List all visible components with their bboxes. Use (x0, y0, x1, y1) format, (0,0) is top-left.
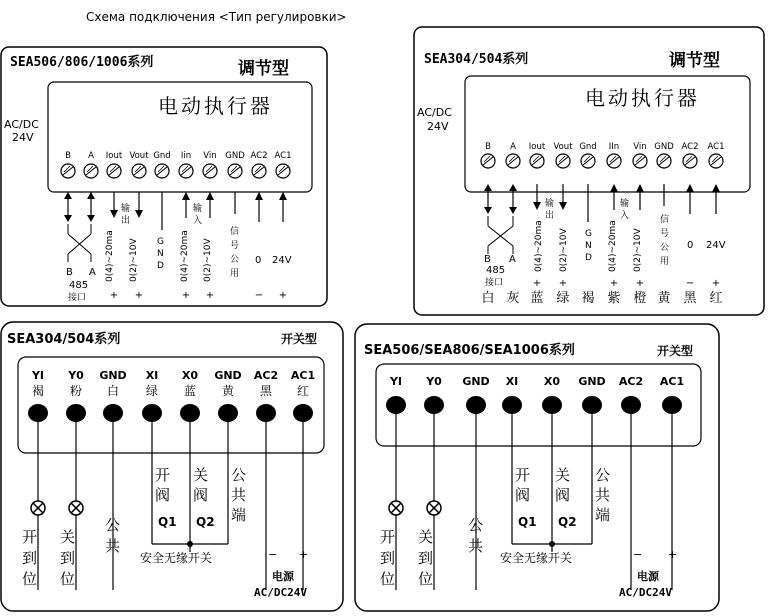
wiring (484, 184, 720, 254)
terminal-dot (28, 404, 48, 422)
terminal-dot (466, 396, 486, 414)
arrow-up-icon (712, 184, 720, 192)
page-caption: Схема подключения <Тип регулировки> (86, 10, 347, 24)
wiring (22, 422, 308, 599)
panel-type-title: 调节型 (669, 51, 720, 71)
power-spec-label: AC/DC24V (254, 586, 307, 599)
terminal-label: X0 (543, 375, 561, 388)
polarity-mark: + (134, 290, 144, 301)
terminal-label: AC1 (707, 142, 725, 152)
common-terminal-label: 共 (595, 486, 611, 504)
isolation-label: 安全无缘开关 (500, 551, 573, 565)
terminal-label: XI (505, 375, 519, 388)
terminal-label: GND (225, 151, 245, 161)
terminal-dot (180, 404, 200, 422)
terminal-label: Vin (203, 151, 217, 161)
panel-type-title: 开关型 (281, 332, 318, 346)
actuator-title: 电动执行器 (585, 86, 700, 110)
minus-label: − (633, 548, 643, 561)
polarity-mark: + (711, 278, 721, 289)
note-v-out: 0(2)~10V (129, 238, 139, 282)
plus-label: + (668, 548, 678, 561)
wire-color-label: 白 (106, 384, 120, 398)
position-label: 关 (418, 528, 434, 546)
terminal-label: GND (462, 375, 490, 388)
open-valve-label: 开 (155, 466, 171, 484)
wiring (380, 414, 677, 599)
terminal-dot (66, 404, 86, 422)
terminal-label: YI (31, 369, 45, 382)
terminal-dot (542, 396, 562, 414)
terminal-dot (142, 404, 162, 422)
close-valve-label: 关 (193, 466, 209, 484)
note-485: 485 (69, 280, 89, 291)
arrow-up-icon (206, 192, 214, 200)
position-label: 位 (22, 570, 38, 588)
common-label: 共 (468, 537, 484, 555)
polarity-mark: + (532, 278, 542, 289)
terminal-label: Y0 (68, 369, 84, 382)
supply-label-1: AC/DC (417, 106, 452, 119)
terminal-label: GND (99, 369, 127, 382)
panel-series-title: SEA506/SEA806/SEA1006系列 (364, 343, 575, 358)
common-terminal-label: 共 (231, 486, 247, 504)
terminal-dot (103, 404, 123, 422)
note-port: 接口 (485, 278, 504, 288)
note-gnd-2: N (585, 241, 592, 251)
position-label: 到 (22, 549, 38, 567)
supply-label-1: AC/DC (4, 118, 39, 131)
arrow-down-icon (559, 202, 567, 210)
note-zero: 0 (687, 240, 694, 251)
note-ma-in: 0(4)~20ma (608, 220, 618, 272)
power-label: 电源 (272, 570, 294, 583)
wire-color-label: 粉 (69, 384, 83, 398)
terminal-label: Iout (528, 142, 546, 152)
wire-color-label: 橙 (633, 291, 647, 306)
note-sig-4: 用 (660, 257, 670, 267)
wire-color-label: 褐 (31, 384, 45, 398)
wire-color-label: 绿 (145, 384, 159, 398)
isolation-label: 安全无缘开关 (140, 551, 213, 565)
arrow-down-icon (135, 210, 143, 218)
panel-series-title: SEA304/504系列 (7, 332, 121, 347)
panel-bottom-right (355, 324, 719, 611)
wire-color-row (481, 290, 722, 306)
terminal-label: Y0 (426, 375, 442, 388)
position-label: 到 (60, 549, 76, 567)
position-label: 开 (22, 528, 38, 546)
terminal-label: Vout (553, 142, 573, 152)
close-valve-label: 阀 (193, 486, 209, 504)
panel-series-title: SEA506/806/1006系列 (10, 55, 154, 70)
terminal-label: A (510, 142, 516, 152)
common-terminal-label: 端 (231, 506, 247, 524)
terminal-dot (218, 404, 238, 422)
wire-color-label: 红 (709, 291, 723, 306)
wire-color-label: 绿 (556, 291, 570, 306)
open-valve-label: 开 (515, 466, 531, 484)
note-ma-out: 0(4)~20ma (105, 230, 115, 282)
note-gnd-3: D (585, 253, 592, 263)
note-sig-1: 信 (660, 215, 670, 225)
panel-type-title: 调节型 (238, 59, 289, 79)
polarity-mark: + (609, 278, 619, 289)
wire-color-label: 黑 (259, 384, 273, 398)
note-in-2: 入 (193, 216, 203, 226)
panel-series-title: SEA304/504系列 (424, 52, 529, 67)
note-sig-1: 信 (230, 227, 240, 237)
note-out-1: 输 (545, 199, 555, 209)
panel-frame (355, 324, 719, 611)
terminal-block (61, 151, 292, 178)
arrow-down-icon (533, 202, 541, 210)
polarity-row (110, 290, 287, 301)
terminal-label: XI (145, 369, 159, 382)
signal-notes (66, 202, 292, 303)
arrow-up-icon (636, 184, 644, 192)
power-spec-label: AC/DC24V (619, 586, 672, 599)
polarity-mark: + (205, 290, 215, 301)
close-valve-label: 阀 (555, 486, 571, 504)
terminal-label: Iin (180, 151, 192, 161)
terminal-dot (621, 396, 641, 414)
q2-label: Q2 (196, 515, 215, 529)
terminal-label: AC1 (290, 369, 316, 382)
note-485: 485 (486, 265, 506, 276)
terminal-label: Vout (129, 151, 149, 161)
terminal-label: B (65, 151, 71, 161)
arrow-up-icon (686, 184, 694, 192)
actuator-title: 电动执行器 (158, 94, 273, 118)
q2-label: Q2 (558, 515, 577, 529)
position-label: 位 (60, 570, 76, 588)
note-24v: 24V (706, 240, 726, 251)
terminal-label: Vin (633, 142, 647, 152)
common-terminal-label: 端 (595, 506, 611, 524)
terminal-dot (256, 404, 276, 422)
position-label: 到 (418, 549, 434, 567)
note-b: B (484, 254, 491, 265)
note-gnd-3: D (157, 261, 164, 271)
open-valve-label: 阀 (515, 486, 531, 504)
wire-color-label: 红 (296, 384, 310, 398)
terminal-label: GND (654, 142, 674, 152)
terminal-dot (386, 396, 406, 414)
note-in-1: 输 (193, 204, 203, 214)
position-label: 到 (380, 549, 396, 567)
note-ma-in: 0(4)~20ma (180, 230, 190, 282)
terminal-block (28, 369, 315, 422)
close-valve-label: 关 (555, 466, 571, 484)
note-sig-4: 用 (230, 269, 240, 279)
polarity-mark: + (109, 290, 119, 301)
supply-label-2: 24V (12, 131, 34, 144)
note-gnd-1: G (585, 229, 592, 239)
panel-top-left (1, 47, 327, 306)
terminal-label: Gnd (153, 151, 171, 161)
common-terminal-label: 公 (595, 466, 611, 484)
terminal-block (386, 375, 684, 414)
note-out-2: 出 (121, 216, 131, 226)
wire-color-label: 褐 (581, 291, 595, 306)
note-sig-3: 公 (230, 255, 240, 265)
polarity-mark: − (685, 278, 695, 289)
terminal-dot (293, 404, 313, 422)
note-b: B (66, 267, 73, 278)
note-zero: 0 (255, 255, 262, 266)
terminal-label: YI (389, 375, 403, 388)
terminal-label: Gnd (579, 142, 597, 152)
panel-frame (1, 322, 343, 611)
wiring (64, 192, 287, 262)
terminal-label: AC1 (659, 375, 685, 388)
common-label: 公 (105, 516, 121, 534)
panel-bottom-left (1, 322, 343, 611)
terminal-label: GND (214, 369, 242, 382)
note-gnd-1: G (157, 237, 164, 247)
arrow-up-icon (182, 192, 190, 200)
wire-color-label: 黄 (221, 384, 235, 398)
arrow-down-icon (110, 210, 118, 218)
common-terminal-label: 公 (231, 466, 247, 484)
terminal-label: IIn (608, 142, 620, 152)
panel-top-right (414, 27, 764, 315)
panel-type-title: 开关型 (657, 344, 694, 358)
supply-label-2: 24V (427, 120, 449, 133)
wire-color-label: 灰 (506, 291, 520, 306)
terminal-dot (502, 396, 522, 414)
note-v-in: 0(2)~10V (203, 238, 213, 282)
note-out-1: 输 (121, 204, 131, 214)
wire-color-label: 黄 (657, 291, 671, 306)
terminal-dot (424, 396, 444, 414)
wire-color-label: 蓝 (530, 291, 544, 306)
polarity-mark: + (558, 278, 568, 289)
note-ma-out: 0(4)~20ma (534, 220, 544, 272)
polarity-mark: + (278, 290, 288, 301)
polarity-mark: + (181, 290, 191, 301)
note-a: A (509, 254, 516, 265)
terminal-label: AC1 (274, 151, 292, 161)
terminal-dot (662, 396, 682, 414)
arrow-up-icon (279, 192, 287, 200)
arrow-up-icon (255, 192, 263, 200)
q1-label: Q1 (518, 515, 537, 529)
terminal-label: AC2 (618, 375, 644, 388)
note-in-1: 输 (620, 199, 630, 209)
terminal-block (481, 142, 725, 168)
wire-color-label: 蓝 (183, 384, 197, 398)
terminal-dot (582, 396, 602, 414)
note-24v: 24V (272, 255, 292, 266)
polarity-mark: + (635, 278, 645, 289)
open-valve-label: 阀 (155, 486, 171, 504)
terminal-label: A (88, 151, 94, 161)
note-in-2: 入 (620, 211, 630, 221)
terminal-label: Iout (105, 151, 123, 161)
note-v-out: 0(2)~10V (559, 228, 569, 272)
note-sig-3: 公 (660, 243, 670, 253)
note-gnd-2: N (157, 249, 164, 259)
note-sig-2: 号 (660, 229, 670, 239)
polarity-mark: − (254, 290, 264, 301)
position-label: 开 (380, 528, 396, 546)
plus-label: + (299, 548, 309, 561)
terminal-label: AC2 (681, 142, 699, 152)
position-label: 位 (418, 570, 434, 588)
terminal-label: AC2 (250, 151, 268, 161)
note-v-in: 0(2)~10V (633, 228, 643, 272)
wire-color-label: 黑 (683, 291, 697, 306)
arrow-up-icon (610, 184, 618, 192)
terminal-label: AC2 (253, 369, 279, 382)
minus-label: − (268, 548, 278, 561)
note-a: A (89, 267, 96, 278)
note-sig-2: 号 (230, 241, 240, 251)
terminal-label: B (485, 142, 491, 152)
terminal-label: X0 (181, 369, 199, 382)
common-label: 公 (468, 516, 484, 534)
polarity-row (533, 278, 720, 289)
common-label: 共 (105, 537, 121, 555)
note-port: 接口 (68, 293, 87, 303)
position-label: 位 (380, 570, 396, 588)
power-label: 电源 (637, 570, 659, 583)
note-out-2: 出 (545, 211, 555, 221)
q1-label: Q1 (158, 515, 177, 529)
wire-color-label: 白 (481, 291, 495, 306)
terminal-label: GND (578, 375, 606, 388)
position-label: 关 (60, 528, 76, 546)
wire-color-label: 紫 (607, 291, 621, 306)
